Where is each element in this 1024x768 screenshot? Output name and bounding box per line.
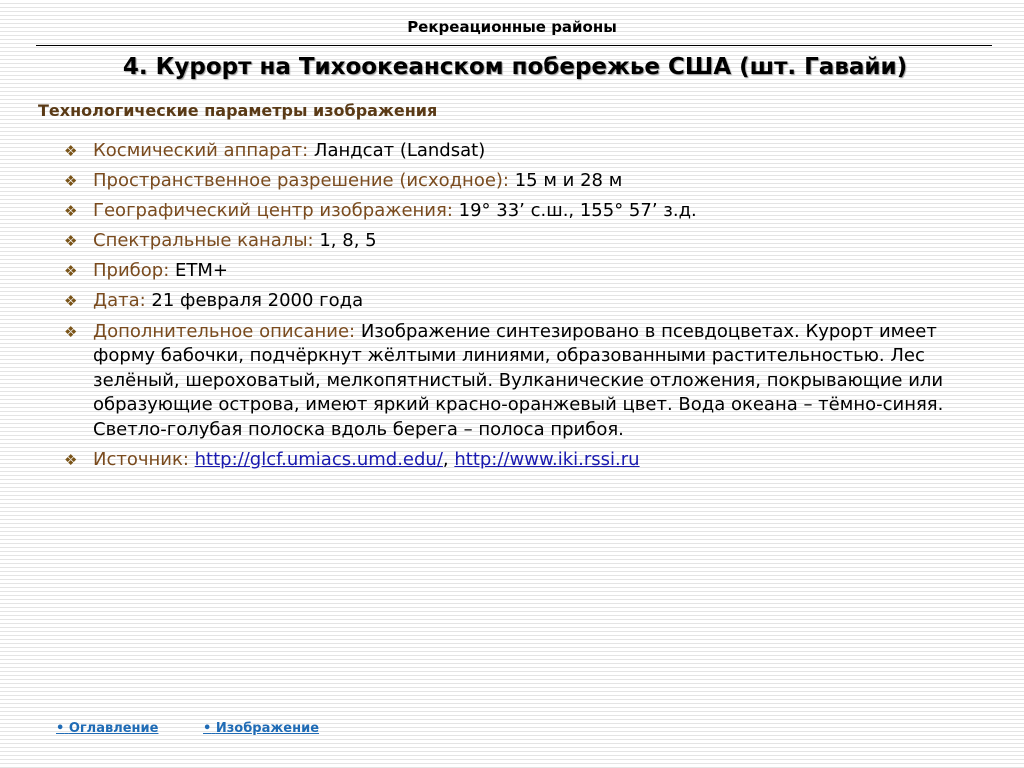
param-date: [64, 289, 944, 314]
header-divider: [36, 45, 992, 46]
diamond-bullet-icon: ❖: [64, 262, 78, 281]
param-value: ЕТМ+: [175, 260, 228, 282]
diamond-bullet-icon: ❖: [64, 232, 78, 251]
header-title: Рекреационные районы: [407, 18, 617, 36]
source-separator: ,: [442, 448, 449, 470]
footer-navigation: [56, 721, 359, 736]
param-label: Космический аппарат:: [93, 140, 309, 161]
param-spectral-channels: [64, 229, 944, 254]
diamond-bullet-icon: ❖: [64, 172, 78, 191]
diamond-bullet-icon: ❖: [64, 142, 78, 160]
param-instrument: [64, 259, 944, 284]
page-title: 4. Курорт на Тихоокеанском побережье США (шт. Гавайи): [122, 54, 908, 80]
nav-contents-label: Оглавление: [68, 721, 159, 736]
source-link-iki[interactable]: http://www.iki.rssi.ru: [454, 448, 640, 470]
param-label: Дополнительное описание:: [93, 320, 356, 342]
nav-image-label: Изображение: [215, 721, 320, 736]
section-subtitle: Технологические параметры изображения: [38, 101, 438, 120]
parameter-list: [64, 139, 944, 478]
diamond-bullet-icon: ❖: [64, 450, 78, 469]
source-label: Источник:: [93, 448, 189, 470]
nav-bullet-icon: •: [56, 721, 65, 736]
param-value: 19° 33’ с.ш., 155° 57’ з.д.: [458, 200, 697, 222]
param-value: 21 февраля 2000 года: [151, 290, 364, 312]
param-value: 1, 8, 5: [319, 230, 377, 252]
param-label: Прибор:: [93, 260, 170, 282]
param-value: Изображение синтезировано в псевдоцветах. Курорт имеет форму бабочки, подчёркнут жёлтыми линиями, образованными растительностью. Лес зелёный, шероховатый, мелкопятнистый. Вулканические отложения, покрывающие или образующие острова, имеют яркий красно-оранжевый цвет. Вода океана – тёмно-синяя. Светло-голубая полоска вдоль берега – полоса прибоя.: [93, 320, 944, 440]
source-link-glcf[interactable]: http://glcf.umiacs.umd.edu/: [194, 448, 443, 470]
param-geo-center: [64, 199, 944, 224]
param-description: [64, 320, 944, 443]
diamond-bullet-icon: ❖: [64, 202, 78, 221]
param-label: Дата:: [93, 290, 146, 312]
diamond-bullet-icon: ❖: [64, 292, 78, 311]
param-source: [64, 448, 944, 473]
param-resolution: [64, 169, 944, 194]
param-value: 15 м и 28 м: [514, 170, 623, 192]
param-satellite: [64, 139, 944, 164]
nav-contents-link[interactable]: [56, 721, 158, 736]
param-label: Географический центр изображения:: [93, 200, 453, 222]
param-value: Ландсат (Landsat): [313, 140, 486, 161]
nav-image-link[interactable]: [203, 721, 319, 736]
nav-bullet-icon: •: [203, 721, 212, 736]
param-label: Спектральные каналы:: [93, 230, 314, 252]
diamond-bullet-icon: ❖: [64, 322, 78, 341]
param-label: Пространственное разрешение (исходное):: [93, 170, 509, 192]
